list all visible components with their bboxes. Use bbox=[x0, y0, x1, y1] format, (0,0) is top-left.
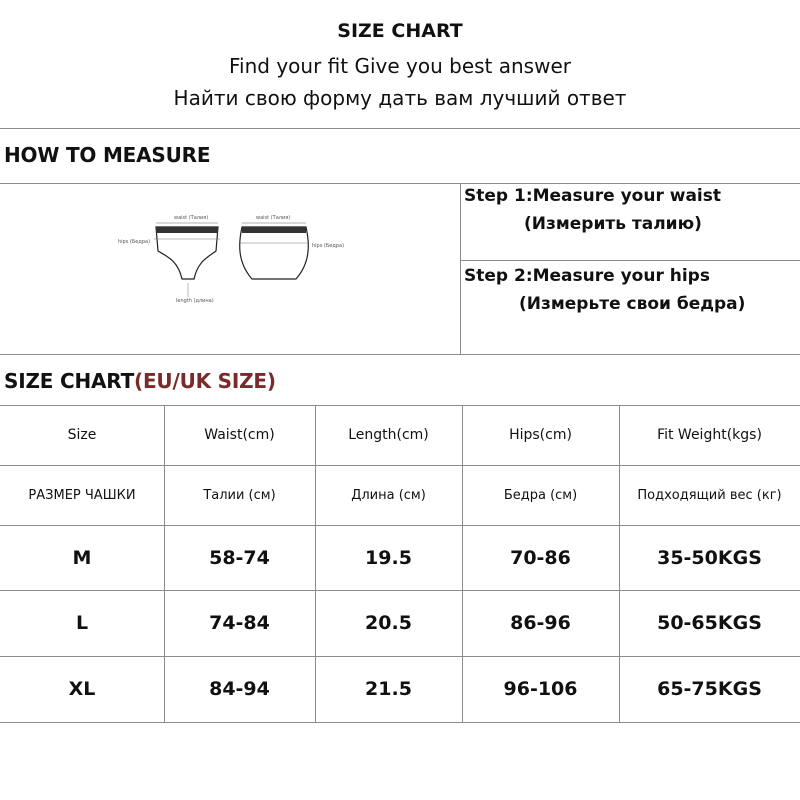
how-to-measure-title: HOW TO MEASURE bbox=[4, 143, 211, 167]
diagram-label-length: length (длина) bbox=[176, 298, 214, 304]
size-chart-title bbox=[4, 369, 276, 393]
step-1-text-russian: (Измерить талию) bbox=[524, 214, 702, 234]
header-row-russian-cell: Длина (см) bbox=[351, 487, 426, 503]
diagram-label-hips: hips (Бедра) bbox=[118, 239, 151, 245]
diagram-label-waist: waist (Талия) bbox=[256, 215, 291, 221]
measure-diagram bbox=[110, 205, 360, 315]
size-row-cell: 58-74 bbox=[209, 546, 270, 569]
size-row-cell: 35-50KGS bbox=[657, 546, 762, 569]
header-row-english-cell: Hips(cm) bbox=[509, 427, 572, 443]
size-row-cell: 50-65KGS bbox=[657, 612, 762, 634]
size-row-cell: 74-84 bbox=[209, 612, 270, 634]
size-chart-title-main: SIZE CHART bbox=[4, 369, 135, 393]
size-row-cell: 70-86 bbox=[510, 546, 571, 569]
page-title: SIZE CHART bbox=[337, 20, 463, 42]
size-row-cell: M bbox=[72, 546, 92, 569]
step-1-text: Step 1:Measure your waist bbox=[464, 186, 722, 206]
header-row-english-cell: Length(cm) bbox=[348, 427, 429, 443]
subtitle-russian: Найти свою форму дать вам лучший ответ bbox=[173, 86, 627, 110]
header-row-russian-cell: Талии (см) bbox=[203, 487, 276, 503]
size-row-cell: 84-94 bbox=[209, 678, 270, 700]
size-chart-title-suffix: (EU/UK SIZE) bbox=[134, 369, 276, 393]
subtitle-english: Find your fit Give you best answer bbox=[229, 54, 571, 78]
divider-diagram-steps bbox=[460, 183, 461, 354]
size-row-cell: 21.5 bbox=[365, 678, 412, 700]
diagram-label-hips: hips (Бедра) bbox=[312, 243, 345, 249]
divider-steps bbox=[460, 260, 800, 261]
header-row-english-cell: Fit Weight(kgs) bbox=[657, 427, 762, 443]
size-row-cell: L bbox=[75, 612, 89, 634]
size-row-cell: 65-75KGS bbox=[657, 678, 762, 700]
size-row-cell: 86-96 bbox=[510, 612, 571, 634]
size-row-cell: 19.5 bbox=[365, 546, 412, 569]
header-row-russian-cell: Бедра (см) bbox=[503, 487, 578, 503]
divider-header bbox=[0, 128, 800, 129]
header-row-russian-cell: Подходящий вес (кг) bbox=[637, 487, 782, 503]
header-row-english-cell: Waist(cm) bbox=[204, 427, 275, 443]
size-row-cell: 20.5 bbox=[365, 612, 412, 634]
divider-how-bottom bbox=[0, 354, 800, 355]
brief-back-icon bbox=[240, 223, 309, 279]
size-row-cell: 96-106 bbox=[503, 678, 578, 700]
header-row-english-cell: Size bbox=[67, 427, 97, 443]
diagram-label-waist: waist (Талия) bbox=[174, 215, 209, 221]
step-2-text: Step 2:Measure your hips bbox=[464, 266, 710, 286]
table-bottom-border bbox=[0, 722, 800, 723]
header-row-russian-cell: РАЗМЕР ЧАШКИ bbox=[28, 487, 136, 503]
size-row-cell: XL bbox=[68, 678, 96, 700]
brief-front-icon bbox=[154, 223, 220, 297]
step-2-text-russian: (Измерьте свои бедра) bbox=[519, 294, 746, 314]
divider-how-title bbox=[0, 183, 800, 184]
